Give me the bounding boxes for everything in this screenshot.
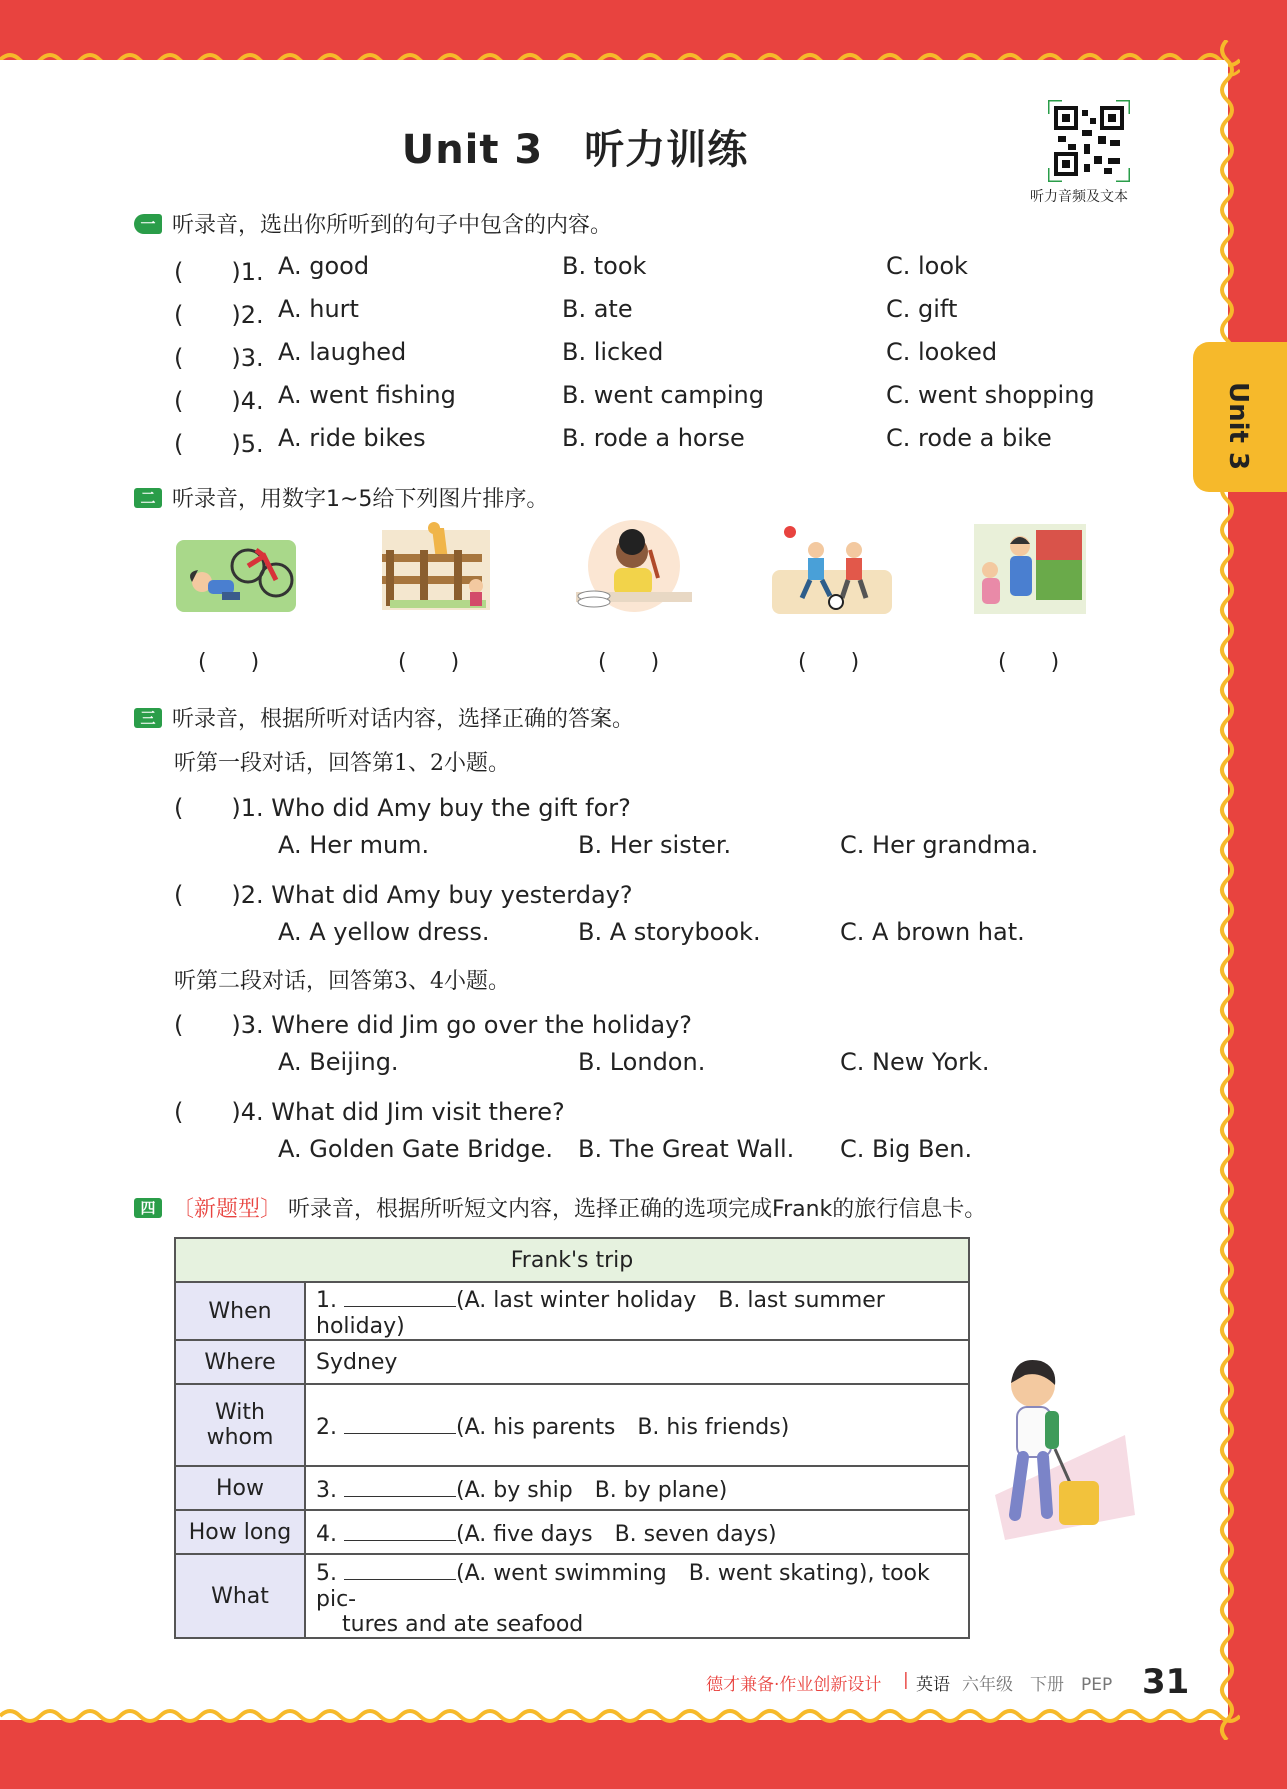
section-3-heading [134,702,634,733]
blank-number: 1. [316,1288,337,1313]
footer-series: 德才兼备·作业创新设计 [706,1675,882,1695]
traveling-boy-illustration [985,1345,1135,1545]
order-answer-blank[interactable]: ( ) [598,650,660,675]
page-number: 31 [1142,1662,1190,1702]
row-label: How [175,1466,305,1510]
picture-boy-eating [570,520,698,620]
question-2: ( )2. What did Amy buy yesterday? [174,881,633,909]
section-1-heading [134,208,612,239]
order-answer-blank[interactable]: ( ) [998,650,1060,675]
item-number: ( )2. [174,301,264,329]
section-4-heading [134,1192,986,1223]
footer-grade: 六年级 下册 PEP [962,1675,1113,1695]
qr-label: 听力音频及文本 [1030,189,1128,205]
picture-girl-shopping-with-mum [966,520,1094,620]
blank-number: 3. [316,1477,337,1503]
answer-blank[interactable] [344,1413,456,1434]
question-1: ( )1. Who did Amy buy the gift for? [174,794,631,822]
blank-number: 5. [316,1560,337,1586]
section-badge: 二 [134,488,162,508]
new-type-tag: 〔新题型〕 [172,1197,283,1222]
blank-number: 4. [316,1521,337,1547]
row-content: Sydney [305,1340,969,1384]
side-tab-label: Unit 3 [1223,382,1253,471]
row-options-continued: tures and ate seafood [342,1611,584,1637]
section-instruction: 听录音，根据所听对话内容，选择正确的答案。 [172,707,635,732]
picture-giraffe-at-zoo [372,520,500,620]
row-options: (A. his parents B. his friends) [456,1414,790,1440]
row-content [305,1554,969,1638]
option-a[interactable]: A. Golden Gate Bridge. [278,1135,554,1163]
option-c[interactable]: C. A brown hat. [840,918,1025,946]
answer-blank[interactable] [344,1476,456,1497]
footer-divider: | [903,1670,909,1690]
blank-number: 2. [316,1414,337,1440]
order-answer-blank[interactable]: ( ) [398,650,460,675]
order-answer-blank[interactable]: ( ) [198,650,260,675]
option-b[interactable]: B. Her sister. [578,831,732,859]
option-b[interactable]: B. The Great Wall. [578,1135,795,1163]
section-instruction: 听录音，选出你所听到的句子中包含的内容。 [172,213,613,238]
option-c[interactable]: C. rode a bike [886,424,1052,452]
section-badge: 一 [134,214,162,234]
wavy-border-right [1215,40,1255,1740]
order-answer-blank[interactable]: ( ) [798,650,860,675]
row-options: (A. went swimming B. went skating), took pic- [316,1560,930,1612]
option-b[interactable]: B. took [562,252,647,280]
item-number: ( )5. [174,430,264,458]
option-b[interactable]: B. licked [562,338,664,366]
option-b[interactable]: B. rode a horse [562,424,745,452]
option-b[interactable]: B. London. [578,1048,706,1076]
option-b[interactable]: B. went camping [562,381,764,409]
option-c[interactable]: C. New York. [840,1048,990,1076]
section-badge: 四 [134,1198,162,1218]
option-a[interactable]: A. hurt [278,295,359,323]
option-a[interactable]: A. Beijing. [278,1048,399,1076]
option-c[interactable]: C. look [886,252,968,280]
section-badge: 三 [134,708,162,728]
question-4: ( )4. What did Jim visit there? [174,1098,565,1126]
row-label: Where [175,1340,305,1384]
row-label: How long [175,1510,305,1554]
row-content [305,1384,969,1466]
answer-blank[interactable] [344,1559,456,1580]
row-options: (A. last winter holiday B. last summer holiday) [316,1288,885,1339]
row-label: With whom [175,1384,305,1466]
option-c[interactable]: C. looked [886,338,998,366]
page-title: Unit 3 听力训练 [401,127,749,173]
unit-side-tab [1193,342,1287,492]
option-c[interactable]: C. Her grandma. [840,831,1039,859]
row-label: When [175,1282,305,1340]
row-content [305,1510,969,1554]
option-a[interactable]: A. Her mum. [278,831,430,859]
option-c[interactable]: C. went shopping [886,381,1095,409]
item-number: ( )1. [174,258,264,286]
dialog-2-note: 听第二段对话，回答第3、4小题。 [174,969,510,994]
frank-trip-card [174,1237,970,1639]
row-content [305,1282,969,1340]
wavy-border-bottom [0,1694,1240,1744]
row-content [305,1466,969,1510]
option-b[interactable]: B. A storybook. [578,918,761,946]
section-instruction: 听录音，根据所听短文内容，选择正确的选项完成Frank的旅行信息卡。 [288,1197,987,1222]
picture-boys-playing-football [768,520,896,620]
row-options: (A. five days B. seven days) [456,1521,777,1547]
option-a[interactable]: A. laughed [278,338,407,366]
section-2-heading [134,482,548,513]
option-b[interactable]: B. ate [562,295,633,323]
item-number: ( )3. [174,344,264,372]
option-a[interactable]: A. good [278,252,370,280]
option-c[interactable]: C. gift [886,295,958,323]
item-number: ( )4. [174,387,264,415]
answer-blank[interactable] [344,1520,456,1541]
option-a[interactable]: A. ride bikes [278,424,426,452]
dialog-1-note: 听第一段对话，回答第1、2小题。 [174,751,510,776]
footer-subject: 英语 [916,1675,950,1695]
option-c[interactable]: C. Big Ben. [840,1135,973,1163]
picture-boy-fell-off-bike [172,520,300,620]
card-title: Frank's trip [175,1238,969,1282]
option-a[interactable]: A. A yellow dress. [278,918,490,946]
section-instruction: 听录音，用数字1~5给下列图片排序。 [172,487,549,512]
qr-code-icon[interactable] [1048,100,1130,182]
option-a[interactable]: A. went fishing [278,381,456,409]
question-3: ( )3. Where did Jim go over the holiday? [174,1011,693,1039]
row-label: What [175,1554,305,1638]
answer-blank[interactable] [344,1286,456,1307]
row-options: (A. by ship B. by plane) [456,1477,728,1503]
